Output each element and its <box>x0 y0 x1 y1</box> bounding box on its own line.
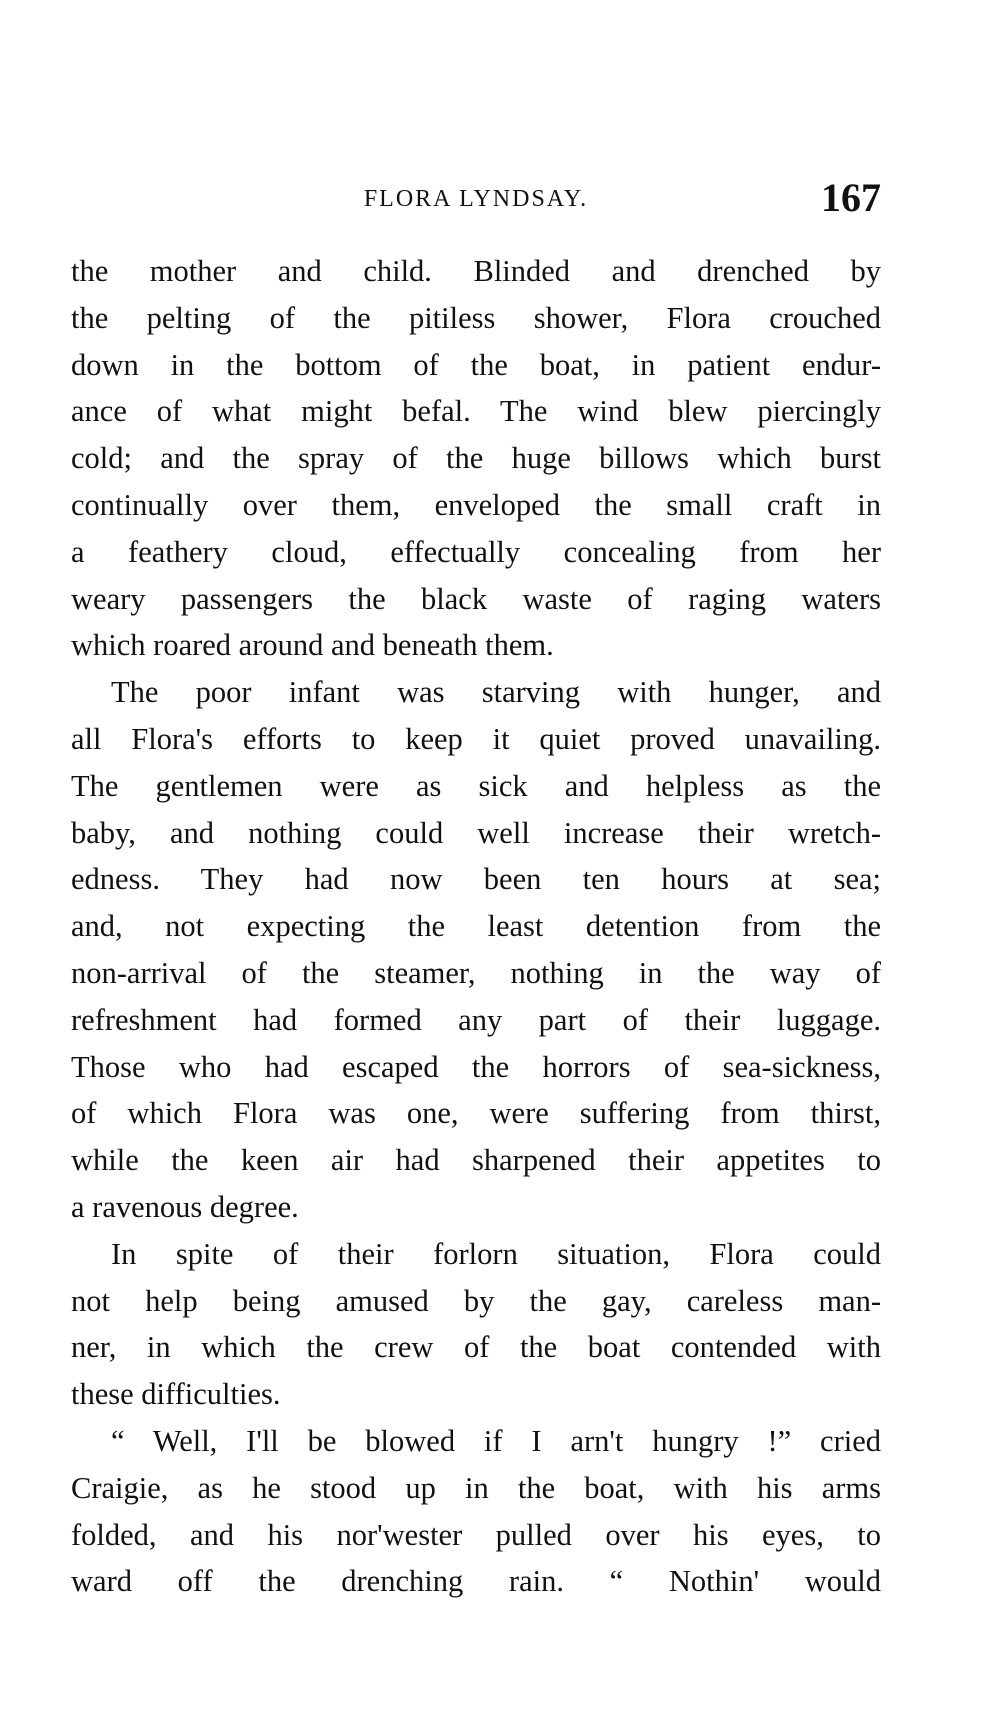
text-line: In spite of their forlorn situation, Flora could <box>111 1236 881 1271</box>
text-line: all Flora's efforts to keep it quiet proved unavailing. <box>71 721 881 756</box>
text-line: weary passengers the black waste of raging waters <box>71 581 881 616</box>
text-line: cold; and the spray of the huge billows which burst <box>71 441 881 476</box>
text-line: ance of what might befal. The wind blew piercingly <box>71 394 881 429</box>
text-line: The gentlemen were as sick and helpless as the <box>71 768 881 803</box>
running-head <box>71 175 881 220</box>
text-line: Craigie, as he stood up in the boat, with his arms <box>71 1470 881 1505</box>
paragraph-2 <box>71 669 881 1231</box>
running-title: FLORA LYNDSAY. <box>363 186 589 212</box>
text-line: ward off the drenching rain. “ Nothin' would <box>71 1564 881 1599</box>
text-line: Those who had escaped the horrors of sea-sickness, <box>71 1049 881 1084</box>
text-line: continually over them, enveloped the small craft in <box>71 487 881 522</box>
paragraph-1 <box>71 248 881 669</box>
text-line: down in the bottom of the boat, in patient endur- <box>71 347 881 382</box>
text-line: folded, and his nor'wester pulled over his eyes, to <box>71 1517 881 1552</box>
text-line: a ravenous degree. <box>71 1189 299 1224</box>
text-line: the pelting of the pitiless shower, Flora crouched <box>71 300 881 335</box>
text-line: ner, in which the crew of the boat contended with <box>71 1330 881 1365</box>
text-line: of which Flora was one, were suffering from thirst, <box>71 1096 881 1131</box>
text-line: “ Well, I'll be blowed if I arn't hungry !” cried <box>111 1423 881 1458</box>
text-line: not help being amused by the gay, careless man- <box>71 1283 881 1318</box>
text-line: the mother and child. Blinded and drenched by <box>71 254 881 288</box>
text-line: non-arrival of the steamer, nothing in the way of <box>71 955 881 990</box>
paragraph-4 <box>71 1418 881 1605</box>
page-number: 167 <box>821 175 881 220</box>
text-line: a feathery cloud, effectually concealing from her <box>71 534 881 569</box>
text-line: and, not expecting the least detention from the <box>71 909 881 944</box>
text-line: baby, and nothing could well increase their wretch- <box>71 815 881 850</box>
paragraph-3 <box>71 1231 881 1418</box>
text-line: refreshment had formed any part of their luggage. <box>71 1002 881 1037</box>
body-text <box>71 248 881 1605</box>
text-line: edness. They had now been ten hours at sea; <box>71 862 881 897</box>
text-line: while the keen air had sharpened their appetites to <box>71 1143 881 1178</box>
text-line: The poor infant was starving with hunger, and <box>111 675 881 710</box>
text-line: these difficulties. <box>71 1377 281 1412</box>
text-line: which roared around and beneath them. <box>71 628 554 663</box>
